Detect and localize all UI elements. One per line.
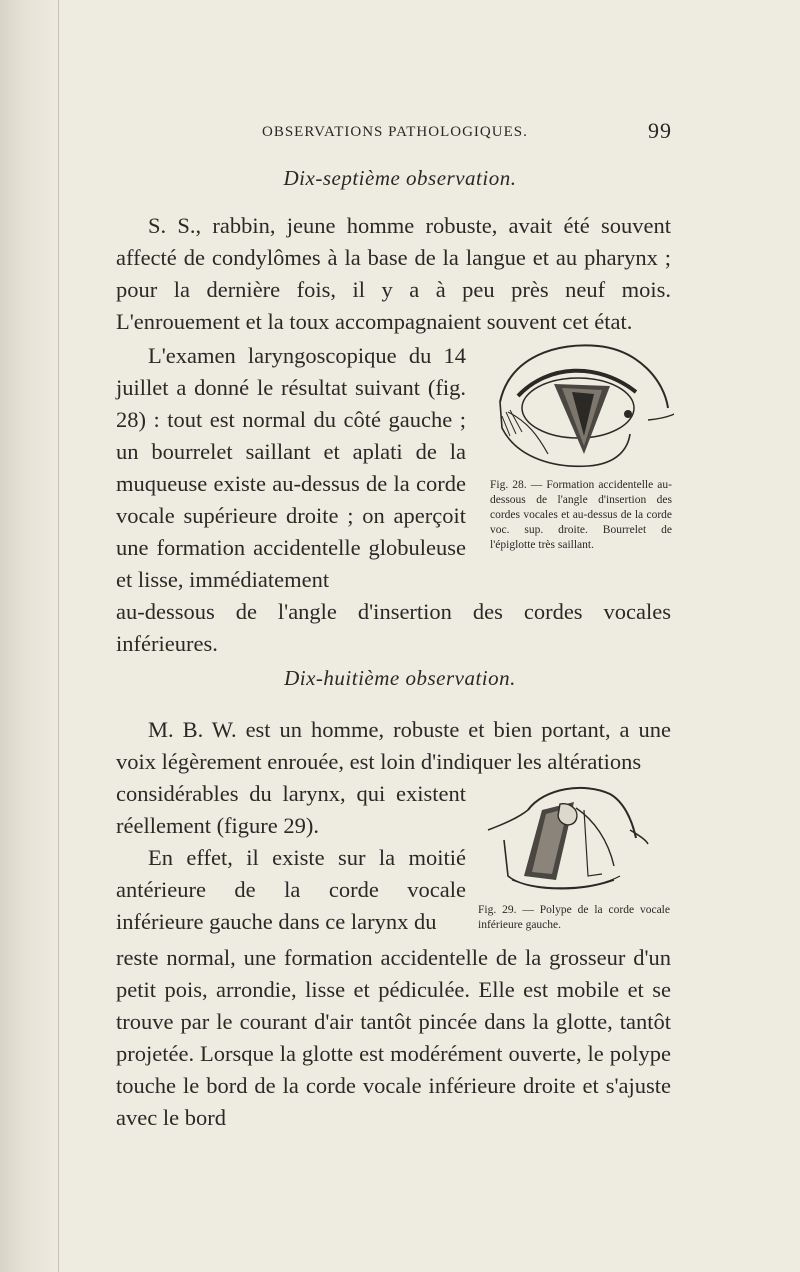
obs17-paragraph-1: S. S., rabbin, jeune homme robuste, avait été souvent affecté de condylômes à la base de la langue et au pharynx ; pour la dernière fois, il y a à peu près neuf mois. L'enrouement et la toux accompagnaient souvent cet état. <box>116 213 671 334</box>
obs18-title: Dix-huitième observation. <box>284 666 516 690</box>
obs18-paragraph-2-continued: reste normal, une formation accidentelle de la grosseur d'un petit pois, arrondie, lisse et pédiculée. Elle est mobile et se trouve par le courant d'air tantôt pincée dans la glotte, tantôt projetée. Lorsque la glotte est modérément ouverte, le polype touche le bord de la corde vocale inférieure droite et s'ajuste avec le bord <box>116 945 671 1130</box>
page-number: 99 <box>648 118 672 143</box>
obs18-paragraph-1-narrow: considérables du larynx, qui existent réellement (figure 29). <box>116 781 466 838</box>
figure-29-caption: Fig. 29. — Polype de la corde vocale inférieure gauche. <box>478 904 670 931</box>
obs17-paragraph-2-narrow: L'examen laryngoscopique du 14 juillet a donné le résultat suivant (fig. 28) : tout est normal du côté gauche ; un bourrelet saillant et aplati de la muqueuse existe au-dessus de la corde vocale supérieure droite ; on aperçoit une formation accidentelle globuleuse et lisse, immédiatement <box>116 343 466 592</box>
obs17-paragraph-2-continued: au-dessous de l'angle d'insertion des cordes vocales inférieures. <box>116 599 671 656</box>
obs17-title: Dix-septième observation. <box>283 166 517 190</box>
figure-28-caption: Fig. 28. — Formation accidentelle au-dessous de l'angle d'insertion des cordes vocales et au-dessus de la corde voc. sup. droite. Bourrelet de l'épiglotte très saillant. <box>490 479 672 551</box>
larynx-drawing-29 <box>484 780 654 898</box>
running-header <box>262 118 672 148</box>
larynx-drawing-28 <box>488 336 674 472</box>
figure-29-larynx <box>484 780 654 898</box>
obs18-paragraph-2-narrow: En effet, il existe sur la moitié antérieure de la corde vocale inférieure gauche dans ce larynx du <box>116 845 466 934</box>
running-title: OBSERVATIONS PATHOLOGIQUES. <box>262 124 528 140</box>
figure-28-larynx <box>488 336 674 472</box>
obs18-paragraph-1-wide: M. B. W. est un homme, robuste et bien portant, a une voix légèrement enrouée, est loin d'indiquer les altérations <box>116 717 671 774</box>
